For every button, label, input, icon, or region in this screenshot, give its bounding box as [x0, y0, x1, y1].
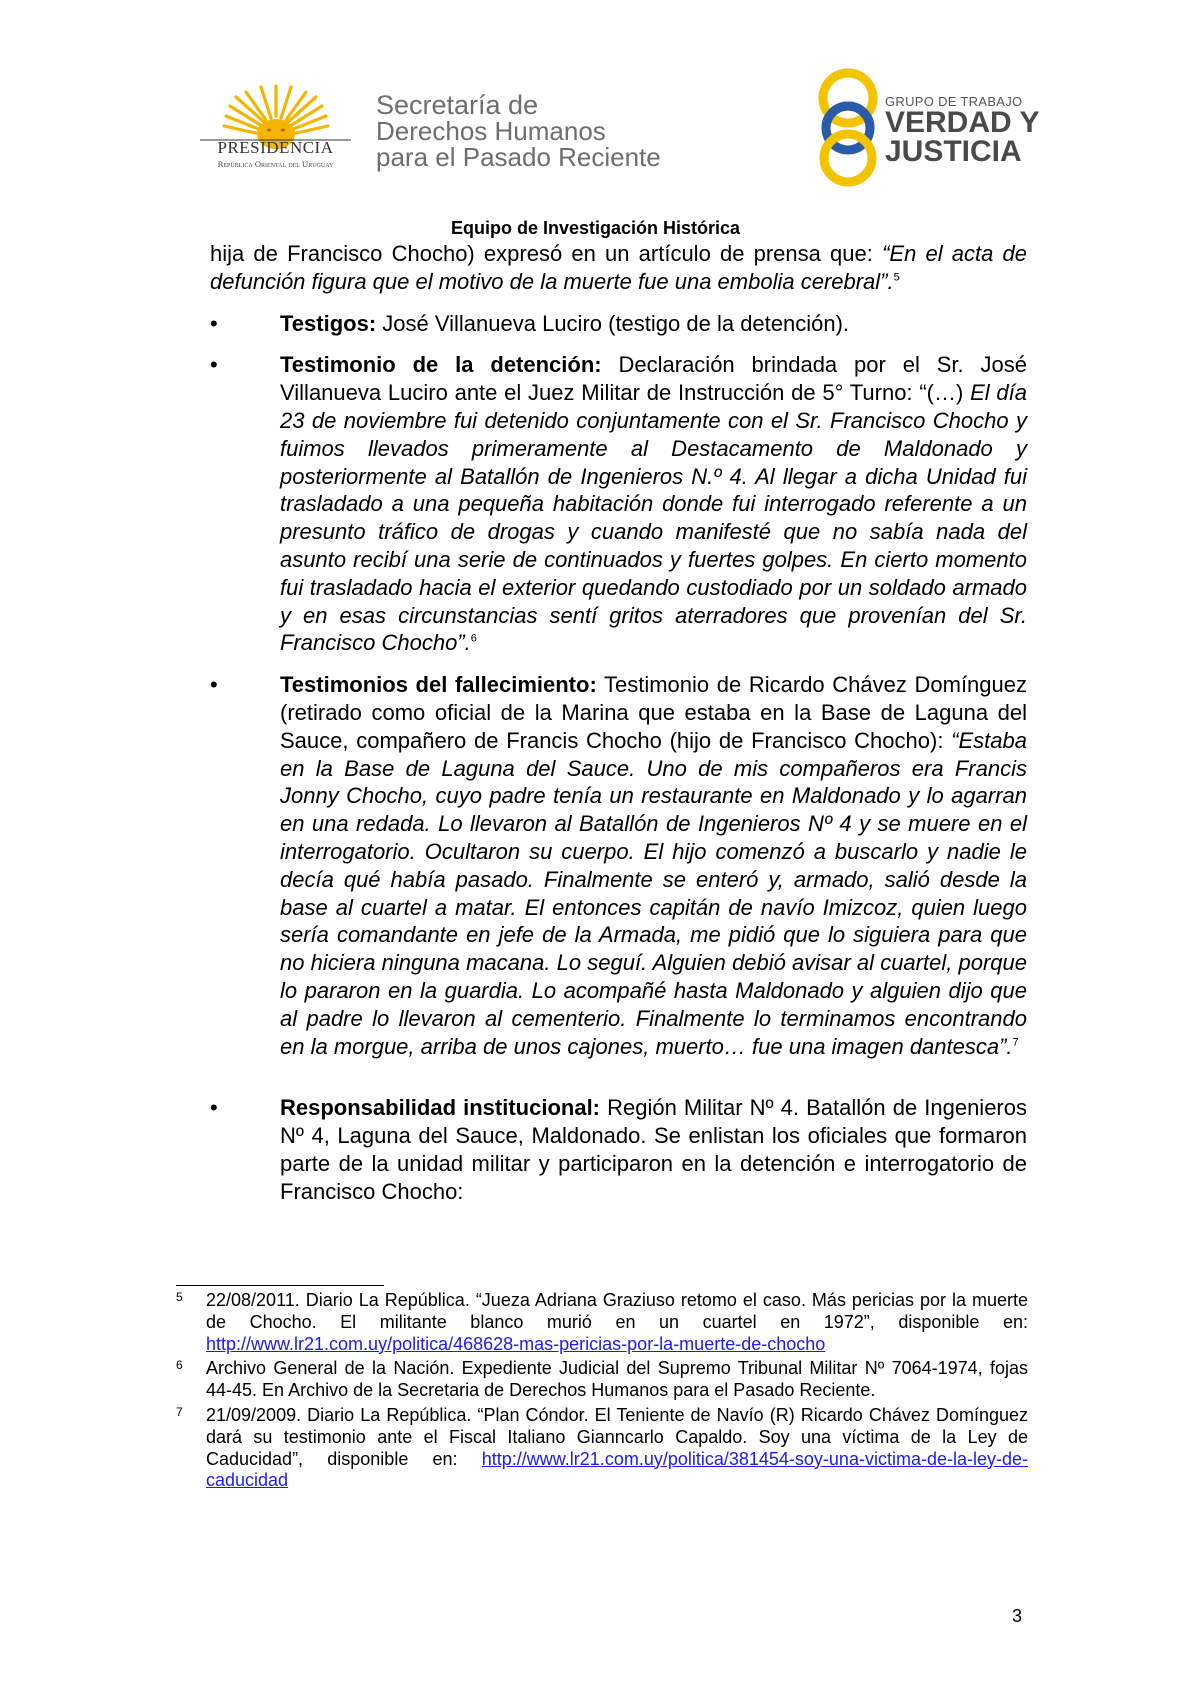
responsabilidad-text: Región Militar Nº 4. Batallón de Ingenieros Nº 4, Laguna del Sauce, Maldonado. Se enlistan los oficiales que formaron parte de la unidad militar y participaron en la detención e interrogatorio de Francisco Chocho:	[280, 1095, 1027, 1204]
bullet-responsabilidad	[210, 1094, 1027, 1205]
presidencia-subtitle: República Oriental del Uruguay	[217, 159, 334, 169]
verdad-label: VERDAD Y	[885, 106, 1040, 139]
footnotes	[176, 1290, 1028, 1495]
footnote-number: 5	[176, 1290, 183, 1304]
detencion-label: Testimonio de la detención:	[280, 352, 602, 378]
footnote-separator	[176, 1285, 384, 1286]
footnote-6	[176, 1358, 1028, 1402]
footnote-link[interactable]: http://www.lr21.com.uy/politica/381454-soy-una-victima-de-la-ley-de-caducidad	[206, 1448, 1028, 1491]
verdad-justicia-text	[885, 95, 1039, 166]
footnote-ref-7: 7	[1012, 1036, 1019, 1049]
document-body	[210, 240, 1027, 1206]
footnote-text: Archivo General de la Nación. Expediente Judicial del Supremo Tribunal Militar Nº 7064-1974, fojas 44-45. En Archivo de la Secretaria de Derechos Humanos para el Pasado Reciente.	[206, 1358, 1028, 1401]
team-heading: Equipo de Investigación Histórica	[450, 218, 741, 238]
footnote-text: 22/08/2011. Diario La República. “Jueza Adriana Graziuso retomo el caso. Más pericias por la muerte de Chocho. El militante blanco murió en un cuartel en 1972”, disponible en:	[206, 1290, 1028, 1332]
bullet-detencion	[210, 351, 1027, 657]
secretaria-line-1: Secretaría de	[376, 90, 539, 120]
justicia-label: JUSTICIA	[885, 135, 1022, 168]
footnote-link[interactable]: http://www.lr21.com.uy/politica/468628-mas-pericias-por-la-muerte-de-chocho	[206, 1333, 826, 1354]
continuation-text: hija de Francisco Chocho) expresó en un artículo de prensa que:	[210, 241, 883, 266]
testigos-label: Testigos:	[280, 310, 377, 336]
presidencia-name: PRESIDENCIA	[217, 138, 334, 157]
footnote-number: 6	[176, 1358, 183, 1373]
testigos-text: José Villanueva Luciro (testigo de la detención).	[376, 310, 850, 336]
fallecimiento-quote: “Estaba en la Base de Laguna del Sauce. Uno de mis compañeros era Francis Jonny Chocho, cuyo padre tenía un restaurante en Maldonado y lo agarran en una redada. Lo llevaron al Batallón de Ingenieros Nº 4 y se muere en el interrogatorio. Ocultaron su cuerpo. El hijo comenzó a buscarlo y nadie le decía qué había pasado. Finalmente se enteró y, armado, salió desde la base al cuartel a matar. El entonces capitán de navío Imizcoz, quien luego sería comandante en jefe de la Armada, me pidió que lo siguiera para que no hiciera ninguna macana. Lo seguí. Alguien debió avisar al cuartel, porque lo pararon en la guardia. Lo acompañé hasta Maldonado y alguien dijo que al padre lo llevaron al cementerio. Finalmente lo terminamos encontrando en la morgue, arriba de unos cajones, muerto… fue una imagen dantesca”.	[280, 727, 1027, 1059]
detencion-quote: El día 23 de noviembre fui detenido conjuntamente con el Sr. Francisco Chocho y fuimos llevados primeramente al Destacamento de Maldonado y posteriormente al Batallón de Ingenieros N.º 4. Al llegar a dicha Unidad fui trasladado a una pequeña habitación donde fui interrogado referente a un presunto tráfico de drogas y cuando manifesté que no sabía nada del asunto recibí una serie de continuados y fuertes golpes. En cierto momento fui trasladado hacia el exterior quedando custodiado por un soldado armado y en esas circunstancias sentí gritos aterradores que provenían del Sr. Francisco Chocho”.	[280, 380, 1027, 656]
continuation-quote: “En el acta de defunción figura que el motivo de la muerte fue una embolia cerebral”.	[210, 241, 1027, 294]
secretaria-line-2: Derechos Humanos	[376, 116, 606, 146]
fallecimiento-text: Testimonio de Ricardo Chávez Domínguez (retirado como oficial de la Marina que estaba en la Base de Laguna del Sauce, compañero de Francis Chocho (hijo de Francisco Chocho):	[280, 672, 1027, 753]
page-number: 3	[1012, 1606, 1023, 1626]
bullet-testigos	[210, 310, 1027, 338]
fallecimiento-label: Testimonios del fallecimiento:	[280, 672, 597, 698]
grupo-label: GRUPO DE TRABAJO	[885, 94, 1023, 109]
bullet-fallecimiento	[210, 671, 1027, 1060]
responsabilidad-label: Responsabilidad institucional:	[280, 1095, 601, 1121]
detencion-text: Declaración brindada por el Sr. José Villanueva Luciro ante el Juez Militar de Instrucción de 5° Turno: “(…)	[280, 352, 1027, 406]
continuation-paragraph	[210, 240, 1027, 296]
footnote-text: 21/09/2009. Diario La República. “Plan Cóndor. El Teniente de Navío (R) Ricardo Chávez Domínguez dará su testimonio ante el Fiscal Italiano Gianncarlo Capaldo. Soy una víctima de la Ley de Caducidad”, disponible en:	[206, 1404, 1028, 1469]
secretaria-line-3: para el Pasado Reciente	[376, 142, 661, 172]
secretaria-title	[376, 92, 716, 170]
footnote-ref-5: 5	[893, 271, 900, 284]
presidencia-logo	[198, 80, 353, 175]
footnote-ref-6: 6	[470, 633, 477, 646]
footnote-number: 7	[176, 1404, 183, 1419]
footnote-5	[176, 1290, 1028, 1355]
footnote-7	[176, 1405, 1028, 1492]
